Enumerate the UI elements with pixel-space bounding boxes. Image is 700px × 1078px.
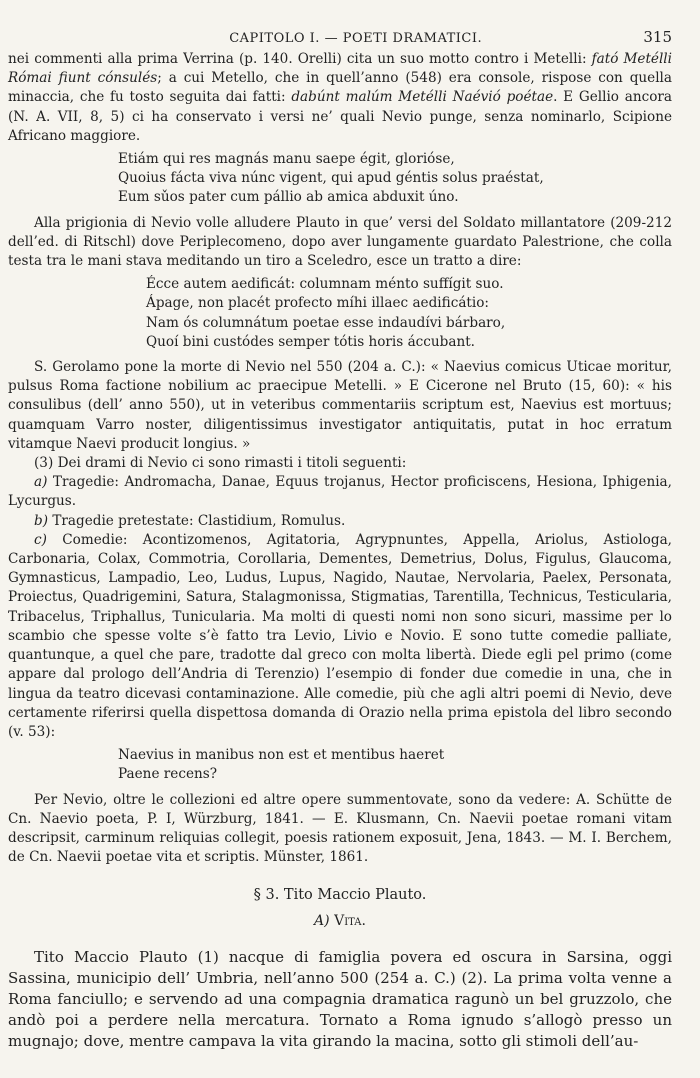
subsection-title: A) Vita. bbox=[314, 913, 366, 930]
chapter-title: CAPITOLO I. — POETI DRAMATICI. bbox=[229, 31, 483, 46]
verse-miles-gloriosus bbox=[146, 275, 672, 352]
section-title: § 3. Tito Maccio Plauto. bbox=[253, 887, 427, 904]
paragraph-bibliography: Per Nevio, oltre le collezioni ed altre opere summentovate, sono da vedere: A. Schütte de Cn. Naevio poeta, P. I, Würzburg, 1841. — E. Klusmann, Cn. Naevii poetae romani vitam descripsit, carminum reliquias collegit, poesis rationem exposuit, Jena, 1843. — M. I. Berchem, de Cn. Naevii poetae vita et scriptis. Münster, 1861. bbox=[8, 791, 672, 866]
verse-line: Ápage, non placét profecto míhi illaec aedificátio: bbox=[146, 295, 490, 312]
verse-line: Paene recens? bbox=[118, 766, 218, 783]
verse-line: Etiám qui res magnás manu saepe égit, gloriόse, bbox=[118, 151, 455, 168]
verse-line: Écce autem aedificát: columnam ménto suffígit suo. bbox=[146, 276, 504, 293]
verse-scipione bbox=[118, 150, 672, 208]
page-number: 315 bbox=[643, 28, 672, 46]
paragraph-plauto-vita: Tito Maccio Plauto (1) nacque di famiglia povera ed oscura in Sarsina, oggi Sassina, municipio dell’ Umbria, nell’anno 500 (254 a. C.) (2). La prima volta venne a Roma fanciullo; e servendo ad una compagnia dramatica ragunò un bel gruzzolo, che andò poi a perdere nella mercatura. Tornato a Roma ignudo s’allogò presso un mugnajo; dove, mentre campava la vita girando la macina, sotto gli stimoli dell’au- bbox=[8, 948, 672, 1051]
paragraph-plauto-allusion: Alla prigionia di Nevio volle alludere Plauto in que’ versi del Soldato millantatore (209-212 dell’ed. di Ritschl) dove Periplecomeno, dopo aver lungamente guardato Palestrione, che colla testa tra le mani stava meditando un tiro a Sceledro, esce un tratto a dire: bbox=[8, 214, 672, 270]
list-item-pretestate: b) Tragedie pretestate: Clastidium, Romulus. bbox=[34, 512, 346, 529]
verse-orazio bbox=[118, 746, 672, 784]
paragraph-notes-intro: nei commenti alla prima Verrina (p. 140. Orelli) cita un suo motto contro i Metelli: fató Metélli Római fiunt cónsulés; a cui Metello, che in quell’anno (548) era console, rispose con quella minaccia, che fu tosto seguita dai fatti: dabúnt malúm Metélli Naévió poétae. E Gellio ancora (N. A. VII, 8, 5) ci ha conservato i versi ne’ quali Nevio punge, senza nominarlo, Scipione Africano maggiore. bbox=[8, 51, 672, 144]
verse-line: Quoius fácta viva núnc vigent, qui apud géntis solus praéstat, bbox=[118, 170, 544, 187]
list-item-comedie: c) Comedie: Acontizomenos, Agitatoria, Agrypnuntes, Appella, Ariolus, Astiologa, Carbonaria, Colax, Commotria, Corollaria, Dementes, Demetrius, Dolus, Figulus, Glaucoma, Gymnasticus, Lampadio, Leo, Ludus, Lupus, Nagido, Nautae, Nervolaria, Paelex, Personata, Proiectus, Quadrigemini, Satura, Stalagmonissa, Stigmatias, Tarentilla, Technicus, Testicularia, Tribacelus, Triphallus, Tunicularia. Ma molti di questi nomi non sono sicuri, massime per lo scambio che spesse volte s’è fatto tra Levio, Livio e Novio. E sono tutte comedie palliate, quantunque, a quel che pare, tradotte dal greco con molta libertà. Diede egli pel primo (come appare dal prologo dell’Andria di Terenzio) l’esempio di fonder due comedie in una, che in lingua da teatro dicevasi contaminazione. Alle comedie, più che agli altri poemi di Nevio, deve certamente riferirsi quella dispettosa domanda di Orazio nella prima epistola del libro secondo (v. 53): bbox=[8, 531, 672, 740]
verse-line: Nam ós columnátum poetae esse indaudívi bárbaro, bbox=[146, 314, 506, 331]
paragraph-death-of-nevio: S. Gerolamo pone la morte di Nevio nel 550 (204 a. C.): « Naevius comicus Uticae moritur, pulsus Roma factione nobilium ac praecipue Metelli. » E Cicerone nel Bruto (15, 60): « his consulibus (dell’ anno 550), ut in veteribus commentariis scriptum est, Naevius est mortuus; quamquam Varro noster, diligentissimus investigator antiquitatis, putat in hoc erratum vitamque Naevi producit longius. » bbox=[8, 359, 672, 452]
running-header bbox=[8, 28, 672, 46]
verse-line: Quoí bini custódes semper tótis horis áccubant. bbox=[146, 333, 476, 350]
verse-line: Naevius in manibus non est et mentibus haeret bbox=[118, 747, 445, 764]
footnote-3: (3) Dei drami di Nevio ci sono rimasti i titoli seguenti: bbox=[34, 455, 407, 472]
verse-line: Eum sǔos pater cum pállio ab amica abduxit úno. bbox=[118, 189, 459, 206]
list-item-tragedie: a) Tragedie: Andromacha, Danae, Equus trojanus, Hector proficiscens, Hesiona, Iphigenia, Lycurgus. bbox=[8, 474, 672, 510]
